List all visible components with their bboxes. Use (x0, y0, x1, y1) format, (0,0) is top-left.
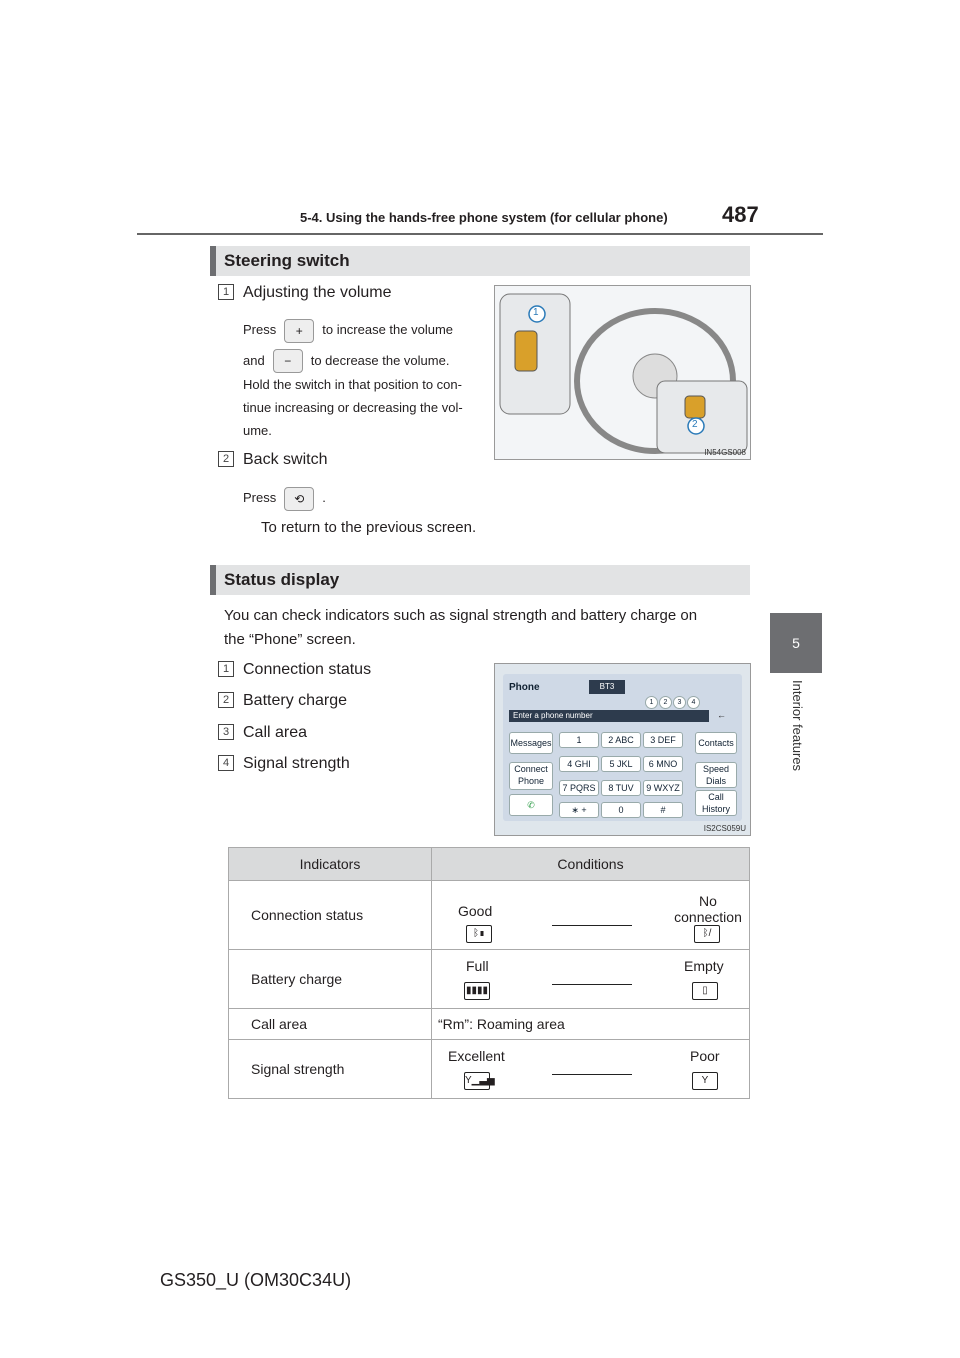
condition-cell (432, 1040, 750, 1099)
header-rule (137, 233, 823, 235)
hold-line-3: ume. (243, 423, 272, 439)
item-label: Back switch (243, 451, 328, 468)
chapter-tab: 5 (770, 613, 822, 673)
callout-1: 1 (645, 696, 658, 709)
phone-number-input[interactable]: Enter a phone number (509, 710, 709, 722)
item-number: 2 (218, 451, 234, 467)
and-text: and (243, 352, 265, 368)
contacts-button[interactable]: Contacts (695, 732, 737, 754)
callout-4: 4 (687, 696, 700, 709)
condition-cell (432, 881, 750, 950)
callout-1: 1 (533, 307, 539, 318)
arrow (552, 1074, 632, 1075)
table-row (229, 1040, 750, 1099)
speed-dials-button[interactable]: Speed Dials (695, 762, 737, 788)
table-row (229, 881, 750, 950)
condition-right: No connection (674, 893, 742, 925)
condition-right: Empty (684, 958, 724, 974)
volume-up-button-icon: + (284, 319, 314, 343)
signal-poor-icon: Y (692, 1072, 718, 1090)
condition-left: Full (466, 958, 489, 974)
phone-title: Phone (509, 682, 540, 693)
bluetooth-disconnected-icon: ᛒ/ (694, 925, 720, 943)
battery-empty-icon: ▯ (692, 982, 718, 1000)
hold-line-1: Hold the switch in that position to con- (243, 377, 462, 393)
running-header: 5-4. Using the hands-free phone system (for cellular phone) (300, 210, 668, 225)
condition-cell: “Rm”: Roaming area (432, 1009, 750, 1040)
item-label: Battery charge (243, 692, 348, 709)
section-steering-switch: Steering switch (210, 246, 750, 276)
key-2[interactable]: 2 ABC (601, 732, 641, 748)
page-number: 487 (722, 202, 759, 227)
figure-code: IS2CS059U (703, 824, 746, 833)
indicators-table (228, 847, 750, 1099)
key-7[interactable]: 7 PQRS (559, 780, 599, 796)
item-label: Call area (243, 724, 308, 741)
signal-excellent-icon: Y▁▃▅ (464, 1072, 490, 1090)
item-label: Signal strength (243, 755, 350, 772)
header-conditions: Conditions (432, 848, 750, 881)
header-indicators: Indicators (229, 848, 432, 881)
indicator-cell: Connection status (229, 881, 432, 950)
press-text: Press (243, 322, 277, 337)
item-number: 3 (218, 724, 234, 740)
item-number: 2 (218, 692, 234, 708)
back-note: To return to the previous screen. (261, 519, 477, 536)
steering-wheel-figure (494, 285, 751, 460)
callout-2: 2 (659, 696, 672, 709)
key-9[interactable]: 9 WXYZ (643, 780, 683, 796)
call-icon[interactable]: ✆ (509, 794, 553, 816)
key-1[interactable]: 1 (559, 732, 599, 748)
back-button-icon: ⟲ (284, 487, 314, 511)
volume-down-button-icon: − (273, 349, 303, 373)
arrow (552, 925, 632, 926)
bluetooth-connected-icon: ᛒ▮ (466, 925, 492, 943)
item-label: Adjusting the volume (243, 284, 392, 301)
table-row (229, 1009, 750, 1040)
callout-3: 3 (673, 696, 686, 709)
condition-cell (432, 950, 750, 1009)
condition-right: Poor (690, 1048, 720, 1064)
key-6[interactable]: 6 MNO (643, 756, 683, 772)
backspace-icon[interactable]: ← (717, 710, 726, 720)
item-label: Connection status (243, 661, 372, 678)
connect-phone-button[interactable]: Connect Phone (509, 762, 553, 790)
phone-screen-figure (494, 663, 751, 836)
condition-left: Good (458, 903, 493, 919)
callout-2: 2 (692, 419, 698, 430)
chapter-label: Interior features (790, 680, 805, 772)
key-4[interactable]: 4 GHI (559, 756, 599, 772)
indicator-cell: Battery charge (229, 950, 432, 1009)
figure-code: IN54GS008 (704, 448, 746, 457)
item-number: 1 (218, 284, 234, 300)
and-tail: to decrease the volume. (310, 352, 450, 368)
call-history-button[interactable]: Call History (695, 790, 737, 816)
model-footer: GS350_U (OM30C34U) (160, 1270, 352, 1290)
press-tail: to increase the volume (322, 322, 454, 337)
battery-full-icon: ▮▮▮▮ (464, 982, 490, 1000)
status-intro (224, 604, 754, 652)
key-star[interactable]: ∗ + (559, 802, 599, 818)
indicator-cell: Signal strength (229, 1040, 432, 1099)
intro-line-2: the “Phone” screen. (224, 631, 356, 648)
intro-line-1: You can check indicators such as signal strength and battery charge on (224, 607, 698, 624)
bt-badge: BT3 (589, 680, 625, 694)
table-row (229, 950, 750, 1009)
hold-line-2: tinue increasing or decreasing the vol- (243, 400, 463, 416)
indicator-cell: Call area (229, 1009, 432, 1040)
phone-screen (503, 674, 742, 821)
press-tail: . (322, 490, 326, 505)
item-number: 4 (218, 755, 234, 771)
key-0[interactable]: 0 (601, 802, 641, 818)
press-text: Press (243, 490, 277, 505)
key-5[interactable]: 5 JKL (601, 756, 641, 772)
key-3[interactable]: 3 DEF (643, 732, 683, 748)
key-8[interactable]: 8 TUV (601, 780, 641, 796)
condition-left: Excellent (448, 1048, 505, 1064)
messages-button[interactable]: Messages (509, 732, 553, 754)
key-hash[interactable]: # (643, 802, 683, 818)
back-instructions (243, 486, 326, 511)
volume-instructions (243, 318, 480, 442)
item-number: 1 (218, 661, 234, 677)
arrow (552, 984, 632, 985)
status-callouts (645, 696, 700, 709)
section-status-display: Status display (210, 565, 750, 595)
